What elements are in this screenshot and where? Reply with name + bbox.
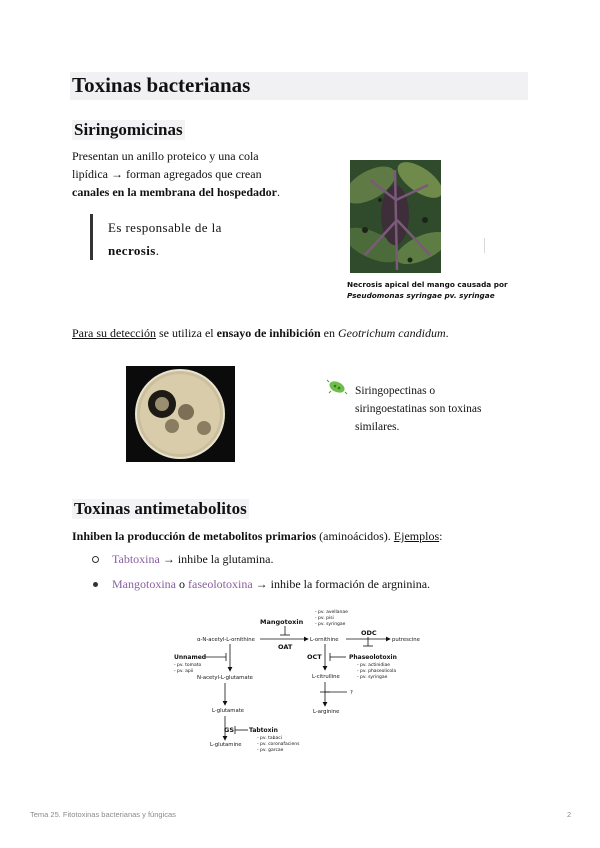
note-line-1: Siringopectinas o xyxy=(355,385,436,397)
blockquote-bar xyxy=(90,214,93,260)
tabtoxin-pv-3: - pv. garcae xyxy=(257,748,284,753)
divider-mark xyxy=(484,238,485,253)
mango-necrosis-photo xyxy=(350,160,441,273)
lead-underlined: Ejemplos xyxy=(393,529,440,543)
phaseo-pv-2: - pv. phaseolicola xyxy=(357,669,397,674)
bullet-circle-icon xyxy=(92,556,99,563)
quote-line-2 xyxy=(108,239,222,262)
detection-underlined: Para su detección xyxy=(72,326,156,340)
arginine-label: L-arginine xyxy=(313,709,340,715)
examples-list xyxy=(88,550,430,600)
lead-mid: (aminoácidos). xyxy=(316,529,394,543)
diagram-arrows xyxy=(205,626,390,740)
page-title: Toxinas bacterianas xyxy=(72,73,251,97)
oat-label: OAT xyxy=(278,643,293,651)
phaseo-pv-1: - pv. actinidiae xyxy=(357,663,391,668)
detection-bold: ensayo de inhibición xyxy=(216,326,321,340)
metabolic-pathway-diagram xyxy=(160,608,450,758)
detection-mid: se utiliza el xyxy=(155,326,217,340)
intro-end: . xyxy=(277,185,281,199)
section-heading-siringomicinas: Siringomicinas xyxy=(74,120,183,139)
glutamate-label: L-glutamate xyxy=(212,708,245,714)
mango-pv-3: - pv. syringae xyxy=(315,622,346,627)
odc-label: ODC xyxy=(361,629,377,637)
side-note xyxy=(355,382,505,436)
mango-pv-2: - pv. pisi xyxy=(315,616,334,621)
quote-bold: necrosis xyxy=(108,243,156,258)
mango-pv-1: - pv. avellanae xyxy=(315,610,348,615)
tabtoxin-pv-1: - pv. tabaci xyxy=(257,736,282,741)
inhibition-assay-photo xyxy=(126,366,235,462)
phaseo-pv-3: - pv. syringae xyxy=(357,675,388,680)
intro-line-1: Presentan un anillo proteico y una cola xyxy=(72,149,259,163)
gs-label: GS xyxy=(224,726,235,734)
intro-bold: canales en la membrana del hospedador xyxy=(72,185,278,199)
caption-line-2: Pseudomonas syringae pv. syringae xyxy=(347,291,495,300)
faseolotoxina-link[interactable]: faseolotoxina xyxy=(188,577,253,591)
unnamed-label: Unnamed xyxy=(174,654,207,661)
footer-text: Tema 25. Fitotoxinas bacterianas y fúngicas xyxy=(30,810,176,819)
quote-line-1: Es responsable de la xyxy=(108,220,222,235)
lead-bold: Inhiben la producción de metabolitos primarios xyxy=(72,529,317,543)
detection-end: . xyxy=(445,326,449,340)
tabtoxina-link[interactable]: Tabtoxina xyxy=(112,552,160,566)
detection-paragraph xyxy=(72,324,449,342)
quote-end: . xyxy=(155,243,160,258)
page-number: 2 xyxy=(567,810,572,819)
n-acetyl-ornithine-label: α-N-acetyl-L-ornithine xyxy=(197,637,255,643)
unnamed-pv-2: - pv. apii xyxy=(174,669,194,674)
caption-line-1: Necrosis apical del mango causada por xyxy=(347,280,508,289)
glutamine-label: L-glutamine xyxy=(210,742,242,748)
antimetabolites-lead xyxy=(72,527,442,545)
note-line-3: similares. xyxy=(355,421,400,433)
note-line-2: siringoestatinas son toxinas xyxy=(355,403,482,415)
mangotoxina-link[interactable]: Mangotoxina xyxy=(112,577,176,591)
section-heading-antimetabolitos: Toxinas antimetabolitos xyxy=(74,499,247,518)
intro-line-2: lipídica → forman agregados que crean xyxy=(72,167,262,181)
phaseolotoxin-label: Phaseolotoxin xyxy=(349,654,397,661)
item2-text: → inhibe la formación de argninina. xyxy=(252,577,431,591)
oct-label: OCT xyxy=(307,653,322,661)
lead-end: : xyxy=(439,529,443,543)
diagram-text xyxy=(174,609,420,753)
item1-text: → inhibe la glutamina. xyxy=(159,552,274,566)
mangotoxin-label: Mangotoxin xyxy=(260,618,304,626)
photo-caption xyxy=(347,279,508,301)
n-acetyl-glutamate-label: N-acetyl-L-glutamate xyxy=(197,675,253,681)
question-label: ? xyxy=(350,690,353,696)
ornithine-label: L-ornithine xyxy=(310,637,339,643)
tabtoxin-pv-2: - pv. coronafaciens xyxy=(257,742,300,747)
putrescine-label: putrescine xyxy=(392,637,420,643)
bacteria-icon xyxy=(326,379,348,395)
blockquote xyxy=(108,216,222,262)
unnamed-pv-1: - pv. tomato xyxy=(174,663,202,668)
intro-line-3 xyxy=(72,183,312,201)
detection-en: en xyxy=(320,326,338,340)
bullet-dot-icon xyxy=(93,582,98,587)
citrulline-label: L-citrulline xyxy=(312,674,340,680)
tabtoxin-label: Tabtoxin xyxy=(249,727,278,734)
list-item xyxy=(88,575,430,600)
list-item xyxy=(88,550,430,575)
intro-paragraph xyxy=(72,147,312,201)
detection-italic: Geotrichum candidum xyxy=(337,326,446,340)
item2-or: o xyxy=(176,577,188,591)
